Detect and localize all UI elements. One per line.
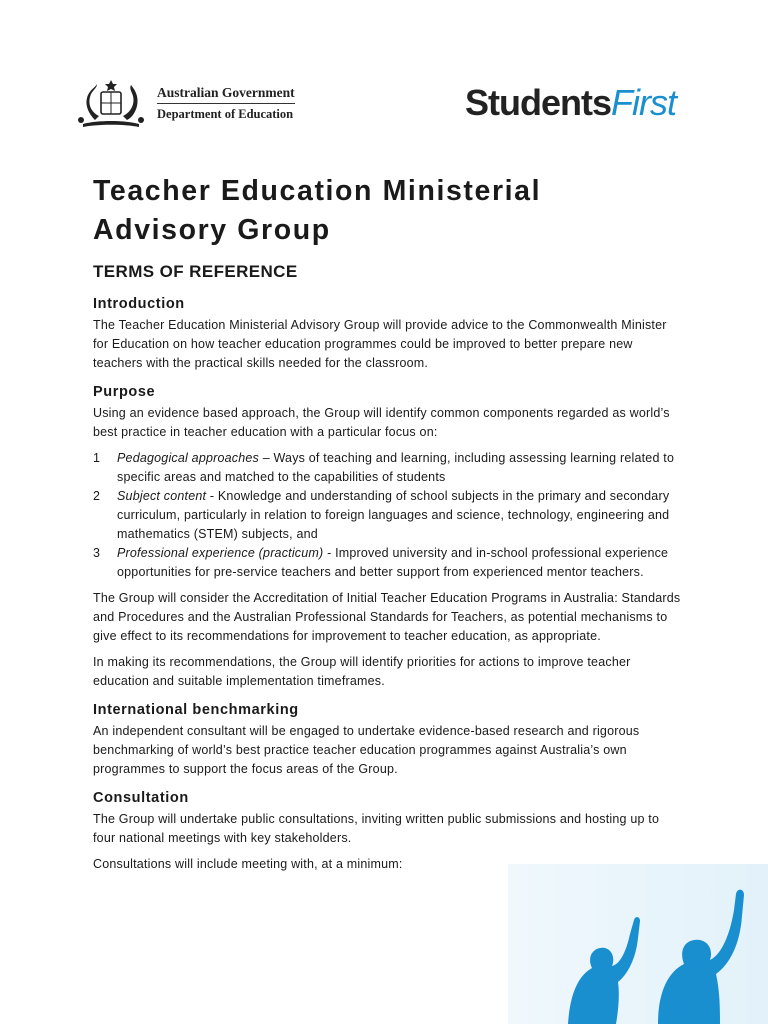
list-item bbox=[93, 544, 683, 582]
list-item bbox=[93, 449, 683, 487]
list-item-number: 3 bbox=[93, 546, 101, 560]
consultation-heading: Consultation bbox=[93, 790, 189, 806]
introduction-heading: Introduction bbox=[93, 296, 185, 312]
list-item-separator: – bbox=[259, 451, 274, 465]
list-item-number: 1 bbox=[93, 451, 101, 465]
document-subtitle: TERMS OF REFERENCE bbox=[93, 262, 298, 281]
document-title: Teacher Education Ministerial Advisory Group bbox=[93, 175, 542, 246]
list-item-separator: - bbox=[323, 546, 336, 560]
purpose-intro: Using an evidence based approach, the Group will identify common components regarded as world’s best practice in teacher education with a particular focus on: bbox=[93, 406, 670, 439]
list-item-term: Professional experience (practicum) bbox=[117, 546, 324, 560]
purpose-paragraph-3: In making its recommendations, the Group will identify priorities for actions to improve teacher education and suitable implementation timeframes. bbox=[93, 655, 631, 688]
document-body bbox=[93, 172, 683, 874]
list-item-number: 2 bbox=[93, 489, 101, 503]
list-item bbox=[93, 487, 683, 544]
students-first-logo bbox=[465, 82, 676, 124]
page-header bbox=[73, 62, 676, 132]
consultation-text-2: Consultations will include meeting with, at a minimum: bbox=[93, 857, 403, 871]
consultation-text: The Group will undertake public consultations, inviting written public submissions and hosting up to four national meetings with key stakeholders. bbox=[93, 812, 660, 845]
list-item-text: Knowledge and understanding of school subjects in the primary and secondary curriculum, particularly in relation to foreign languages and science, technology, engineering and mathematics (STEM) subjects, and bbox=[117, 489, 670, 541]
introduction-text: The Teacher Education Ministerial Advisory Group will provide advice to the Commonwealth Minister for Education on how teacher education programmes could be improved to better prepare new teachers with the practical skills needed for the classroom. bbox=[93, 318, 667, 370]
students-silhouette-graphic bbox=[508, 864, 768, 1024]
list-item-term: Pedagogical approaches bbox=[117, 451, 260, 465]
purpose-paragraph-2: The Group will consider the Accreditation of Initial Teacher Education Programs in Australia: Standards and Procedures and the Australian Professional Standards for Teachers, as potential mechanisms to give effect to its recommendations for improvement to teacher education, as appropriate. bbox=[93, 591, 681, 643]
benchmarking-heading: International benchmarking bbox=[93, 702, 299, 718]
list-item-term: Subject content bbox=[117, 489, 207, 503]
department-name: Department of Education bbox=[157, 106, 294, 121]
benchmarking-text: An independent consultant will be engaged to undertake evidence-based research and rigorous benchmarking of world’s best practice teacher education programmes against Australia’s own programmes to support the focus areas of the Group. bbox=[93, 724, 640, 776]
purpose-list bbox=[93, 449, 683, 582]
list-item-separator: - bbox=[206, 489, 218, 503]
gov-name: Australian Government bbox=[157, 85, 295, 104]
coat-of-arms-icon bbox=[73, 76, 149, 130]
list-item-text: Improved university and in-school professional experience opportunities for pre-service teachers and better support from experienced mentor teachers. bbox=[117, 546, 669, 579]
purpose-heading: Purpose bbox=[93, 384, 156, 400]
brand-word-students: Students bbox=[465, 82, 612, 123]
list-item-text: Ways of teaching and learning, including assessing learning related to specific areas and matched to the capabilities of students bbox=[117, 451, 675, 484]
brand-word-first: First bbox=[611, 82, 676, 123]
australian-government-logo bbox=[73, 76, 295, 130]
